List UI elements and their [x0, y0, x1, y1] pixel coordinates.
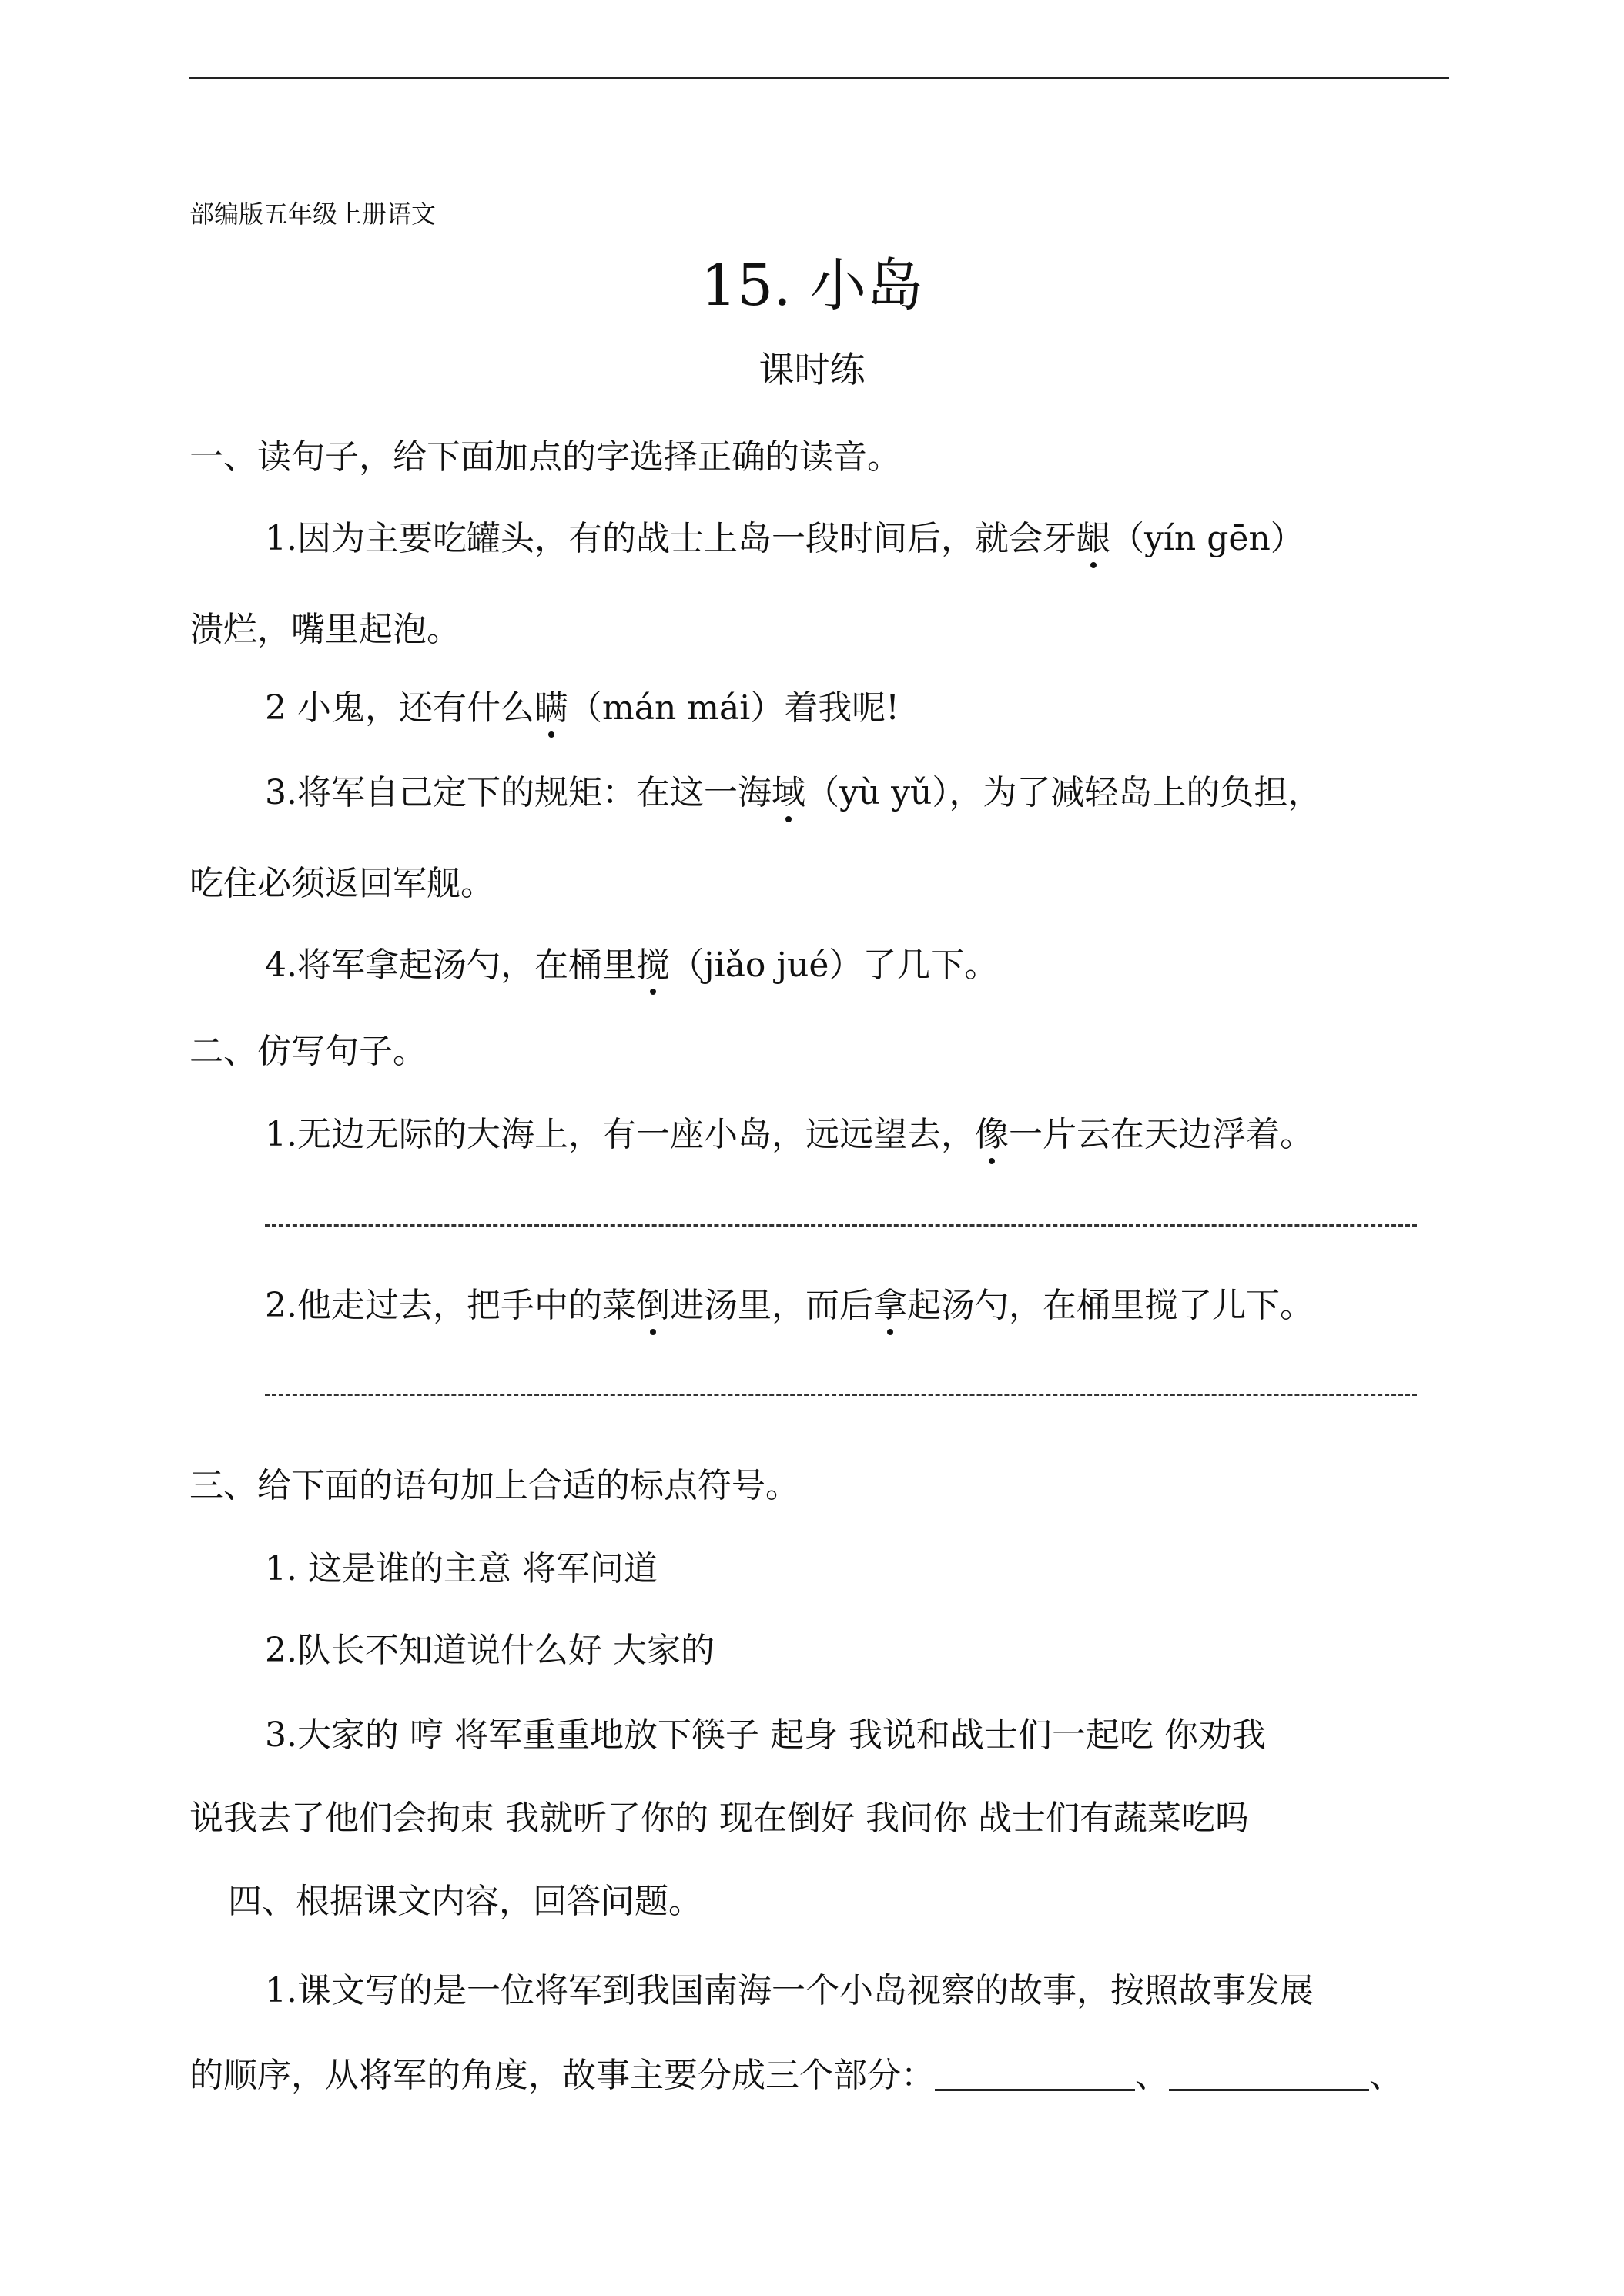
q4-text-before: 4.将军拿起汤勺，在桶里: [265, 946, 636, 985]
section3-heading: 三、给下面的语句加上合适的标点符号。: [189, 1466, 799, 1505]
q2-pinyin-options: （mán mái）着我呢!: [568, 688, 899, 728]
header-rule: [189, 77, 1449, 79]
section1-question-3: [265, 771, 1321, 815]
section2-question-1: [265, 1113, 1314, 1156]
s2q2-text-after: 起汤勺，在桶里搅了儿下。: [906, 1286, 1314, 1325]
section4-question-1-line2: [189, 2054, 1403, 2097]
subject-label: 部编版五年级上册语文: [189, 199, 437, 229]
page-subtitle: 课时练: [758, 349, 866, 390]
blank-separator-1: 、: [1135, 2056, 1169, 2095]
section3-question-3-line2: 说我去了他们会拘束 我就听了你的 现在倒好 我问你 战士们有蔬菜吃吗: [189, 1799, 1249, 1838]
section3-question-3-line1: 3.大家的 哼 将军重重地放下筷子 起身 我说和战士们一起吃 你劝我: [265, 1715, 1266, 1755]
s2q1-dotted-char: 像: [975, 1113, 1009, 1156]
s4q1-text: 的顺序，从将军的角度，故事主要分成三个部分：: [189, 2056, 935, 2095]
s2q1-text-before: 1.无边无际的大海上，有一座小岛，远远望去，: [265, 1115, 975, 1154]
section1-question-1: [265, 517, 1304, 561]
s2q2-dotted-char-1: 倒: [636, 1284, 670, 1327]
answer-line-1[interactable]: [265, 1224, 1417, 1227]
s2q2-text-before: 2.他走过去，把手中的菜: [265, 1286, 636, 1325]
answer-line-2[interactable]: [265, 1394, 1417, 1396]
q1-dotted-char: 龈: [1077, 517, 1110, 561]
s2q2-dotted-char-2: 拿: [873, 1284, 907, 1327]
section1-question-2: [265, 687, 899, 730]
q2-text-before: 2 小鬼，还有什么: [265, 688, 534, 728]
page-title: 15. 小岛: [700, 253, 924, 319]
q3-text-before: 3.将军自己定下的规矩：在这一海: [265, 773, 772, 812]
q3-pinyin-options: （yù yǔ），为了减轻岛上的负担，: [805, 773, 1322, 812]
section1-question-1-line2: 溃烂，嘴里起泡。: [189, 610, 460, 649]
q1-pinyin-options: （yín gēn）: [1110, 519, 1304, 558]
s2q1-text-after: 一片云在天边浮着。: [1008, 1115, 1314, 1154]
section3-question-2: 2.队长不知道说什么好 大家的: [265, 1631, 715, 1670]
section1-question-3-line2: 吃住必须返回军舰。: [189, 864, 494, 903]
q4-pinyin-options: （jiǎo jué）了几下。: [669, 946, 999, 985]
section4-heading: 四、根据课文内容，回答问题。: [228, 1882, 702, 1921]
section4-question-1-line1: 1.课文写的是一位将军到我国南海一个小岛视察的故事，按照故事发展: [265, 1971, 1314, 2010]
section1-question-4: [265, 944, 998, 987]
answer-blank-1[interactable]: [935, 2058, 1135, 2091]
q3-dotted-char: 域: [772, 771, 805, 815]
section3-question-1: 1. 这是谁的主意 将军问道: [265, 1549, 658, 1588]
q4-dotted-char: 搅: [636, 944, 670, 987]
answer-blank-2[interactable]: [1169, 2058, 1369, 2091]
section1-heading: 一、读句子，给下面加点的字选择正确的读音。: [189, 437, 901, 477]
q2-dotted-char: 瞒: [534, 687, 568, 730]
blank-separator-2: 、: [1369, 2056, 1403, 2095]
q1-text-before: 1.因为主要吃罐头，有的战士上岛一段时间后，就会牙: [265, 519, 1077, 558]
section2-heading: 二、仿写句子。: [189, 1032, 427, 1071]
s2q2-text-middle: 进汤里，而后: [669, 1286, 873, 1325]
section2-question-2: [265, 1284, 1314, 1327]
